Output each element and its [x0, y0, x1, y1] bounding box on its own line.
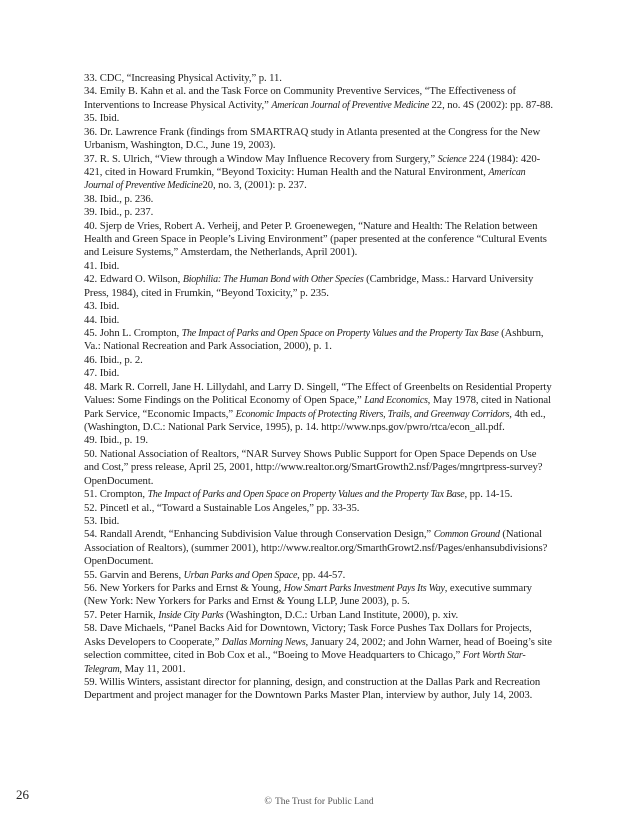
- endnote-text: , executive summary (New York: New Yorkers for Parks and Ernst & Young LLP, June 2003), p. 5.: [84, 582, 532, 608]
- endnote-title: Dallas Morning News: [221, 636, 306, 648]
- endnote-text: 46. Ibid., p. 2.: [84, 353, 143, 366]
- endnote-title: Urban Parks and Open Space: [183, 569, 298, 581]
- endnote: [84, 153, 554, 193]
- endnote-title: Fort Worth Star-Telegram: [84, 650, 526, 675]
- endnotes-list: [84, 72, 554, 703]
- endnote-text: (National Association of Realtors), (summer 2001), http://www.realtor.org/SmarthGrowt2.nsf/Pages/enhansubdivisions?OpenDocument.: [84, 528, 548, 568]
- endnote-text: 34. Emily B. Kahn et al. and the Task Force on Community Preventive Services, “The Effectiveness of Interventions to Increase Physical Activity,”: [84, 85, 516, 111]
- endnote-title: Inside City Parks: [158, 609, 224, 621]
- footer-text: The Trust for Public Land: [274, 797, 374, 807]
- endnote-text: 49. Ibid., p. 19.: [84, 434, 148, 447]
- endnote-text: 58. Dave Michaels, “Panel Backs Aid for Downtown, Victory; Task Force Pushes Tax Dollars for Projects, Asks Developers to Cooperate,”: [84, 622, 532, 648]
- endnote-title: American Journal of Preventive Medicine: [84, 166, 526, 192]
- endnote: [84, 273, 554, 300]
- endnote: [84, 260, 554, 273]
- footer: [0, 796, 638, 807]
- endnote-text: 43. Ibid.: [84, 300, 120, 313]
- endnote-text: 52. Pincetl et al., “Toward a Sustainable Los Angeles,” pp. 33-35.: [84, 501, 360, 514]
- endnote-text: (Cambridge, Mass.: Harvard University Press, 1984), cited in Frumkin, “Beyond Toxicity,” p. 235.: [84, 273, 534, 299]
- endnote-text: 54. Randall Arendt, “Enhancing Subdivision Value through Conservation Design,”: [84, 528, 434, 541]
- endnote-text: , January 24, 2002; and John Warner, head of Boeing’s site selection committee, cited in Bob Cox et al., “Boeing to Move Headquarters to Chicago,”: [84, 635, 552, 662]
- endnote-text: 59. Willis Winters, assistant director for planning, design, and construction at the Dallas Park and Recreation Department and project manager for the Downtown Parks Master Plan, interview by author, July 14, 2003.: [84, 675, 541, 702]
- endnote-title: Common Ground: [433, 529, 500, 541]
- endnote: [84, 434, 554, 447]
- endnote-text: 41. Ibid.: [84, 259, 120, 272]
- endnote-text: , May 11, 2001.: [119, 662, 186, 675]
- endnote-text: 20, no. 3, (2001): p. 237.: [202, 179, 307, 192]
- endnote-text: , May 1978, cited in National Park Service, “Economic Impacts,”: [84, 394, 551, 420]
- endnote-text: 42. Edward O. Wilson,: [84, 273, 183, 286]
- endnote-text: 39. Ibid., p. 237.: [84, 206, 154, 219]
- endnote-text: 51. Crompton,: [84, 488, 148, 501]
- endnote-text: 44. Ibid.: [84, 313, 120, 326]
- endnote: [84, 582, 554, 609]
- endnote-title: Land Economics: [364, 395, 428, 407]
- endnote: [84, 367, 554, 380]
- endnote: [84, 569, 554, 582]
- endnote: [84, 206, 554, 219]
- endnote: [84, 381, 554, 435]
- endnote: [84, 609, 554, 622]
- endnote-title: Economic Impacts of Protecting Rivers, Trails, and Greenway Corridors: [235, 408, 510, 420]
- endnote: [84, 220, 554, 260]
- endnote-text: 55. Garvin and Berens,: [84, 568, 184, 581]
- endnote: [84, 488, 554, 501]
- endnote-text: 38. Ibid., p. 236.: [84, 192, 154, 205]
- endnote: [84, 72, 554, 85]
- endnote: [84, 622, 554, 676]
- endnote-title: Biophilia: The Human Bond with Other Species: [182, 274, 364, 286]
- endnote: [84, 354, 554, 367]
- page-number: 26: [16, 787, 29, 802]
- endnote: [84, 448, 554, 488]
- endnote-text: , 4th ed., (Washington, D.C.: National Park Service, 1995), p. 14. http://www.nps.gov/pwro/rtca/econ_all.pdf.: [84, 407, 546, 433]
- endnote: [84, 327, 554, 354]
- endnote-text: 56. New Yorkers for Parks and Ernst & Young,: [84, 582, 284, 595]
- endnote-text: 36. Dr. Lawrence Frank (findings from SMARTRAQ study in Atlanta presented at the Congress for the New Urbanism, Washington, D.C., June 19, 2003).: [84, 125, 541, 152]
- endnote: [84, 502, 554, 515]
- endnote: [84, 314, 554, 327]
- endnote: [84, 193, 554, 206]
- endnote-text: 33. CDC, “Increasing Physical Activity,” p. 11.: [84, 72, 282, 84]
- endnote: [84, 300, 554, 313]
- endnote-text: 45. John L. Crompton,: [84, 327, 182, 340]
- endnote-text: 35. Ibid.: [84, 112, 120, 125]
- endnote-text: , pp. 44-57.: [297, 568, 346, 581]
- endnote-title: Science: [437, 153, 467, 165]
- endnote: [84, 126, 554, 153]
- endnote-title: American Journal of Preventive Medicine: [271, 99, 429, 111]
- endnote: [84, 528, 554, 568]
- endnote-title: The Impact of Parks and Open Space on Property Values and the Property Tax Base: [181, 328, 499, 340]
- copyright-icon: ©: [264, 796, 272, 807]
- endnote-text: 47. Ibid.: [84, 367, 120, 380]
- endnote-text: 22, no. 4S (2002): pp. 87-88.: [428, 98, 554, 111]
- endnote-title: The Impact of Parks and Open Space on Property Values and the Property Tax Base: [147, 489, 465, 501]
- endnote-text: , pp. 14-15.: [464, 488, 513, 501]
- endnote-text: 48. Mark R. Correll, Jane H. Lillydahl, and Larry D. Singell, “The Effect of Greenbelts on Residential Property Values: Some Findings on the Political Economy of Open Space,”: [84, 380, 552, 407]
- endnote-text: 40. Sjerp de Vries, Robert A. Verheij, and Peter P. Groenewegen, “Nature and Health: The Relation between Health and Green Space in People’s Living Environment” (paper presented at the conference “Cultural Events and Leisure Systems,” Amsterdam, the Netherlands, April 2001).: [84, 219, 547, 259]
- endnote: [84, 515, 554, 528]
- endnote: [84, 112, 554, 125]
- endnote-text: 50. National Association of Realtors, “NAR Survey Shows Public Support for Open Space Depends on Use and Cost,” press release, April 25, 2001, http://www.realtor.org/SmartGrowth2.nsf/Pages/mngrtpress-survey?OpenDocument.: [84, 447, 543, 487]
- endnote: [84, 676, 554, 703]
- endnote-text: (Washington, D.C.: Urban Land Institute, 2000), p. xiv.: [223, 608, 459, 621]
- endnote-text: 37. R. S. Ulrich, “View through a Window May Influence Recovery from Surgery,”: [84, 152, 438, 165]
- endnote-text: 53. Ibid.: [84, 514, 120, 527]
- endnote-text: 224 (1984): 420-421, cited in Howard Frumkin, “Beyond Toxicity: Human Health and the Natural Environment,: [84, 152, 541, 178]
- endnote-text: (Ashburn, Va.: National Recreation and Park Association, 2000), p. 1.: [84, 327, 544, 353]
- endnote-title: How Smart Parks Investment Pays Its Way: [283, 583, 445, 595]
- endnote-text: 57. Peter Harnik,: [84, 608, 159, 621]
- endnote: [84, 85, 554, 112]
